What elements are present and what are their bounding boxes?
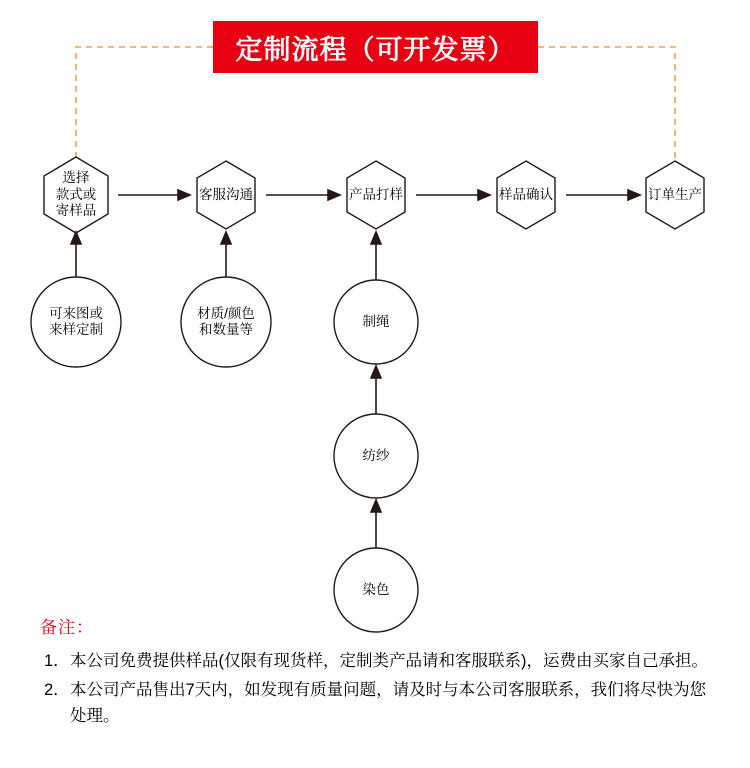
- arrow-circle1-hex1: [71, 232, 81, 277]
- note-number-1: 1．: [44, 652, 70, 670]
- hexagon-label-5: 订单生产: [648, 186, 702, 202]
- page-title: 定制流程（可开发票）: [213, 21, 538, 73]
- arrow-circle4-circle3: [371, 366, 381, 414]
- arrow-hex4-hex5: [566, 190, 640, 200]
- hexagon-2: [197, 161, 255, 229]
- note-number-2: 2．: [44, 680, 70, 699]
- arrow-hex2-hex3: [266, 190, 340, 200]
- note-text-1: 本公司免费提供样品(仅限有现货样，定制类产品请和客服联系)，运费由买家自己承担。: [70, 652, 708, 670]
- note-item-2: [40, 677, 720, 730]
- hexagon-4: [497, 161, 555, 229]
- circle-label-1: 可来图或 来样定制: [49, 305, 103, 337]
- circle-label-5: 染色: [362, 581, 390, 597]
- arrow-circle2-hex2: [221, 232, 231, 277]
- hexagon-label-2: 客服沟通: [199, 186, 253, 202]
- note-text-2: 本公司产品售出7天内，如发现有质量问题，请及时与本公司客服联系，我们将尽快为您处理。: [70, 680, 707, 726]
- circle-label-4: 纺纱: [362, 447, 390, 463]
- circle-label-3: 制绳: [362, 313, 390, 329]
- notes-section: [40, 613, 720, 732]
- hexagon-label-4: 样品确认: [499, 186, 553, 202]
- notes-heading: 备注：: [40, 618, 94, 637]
- hexagon-5: [646, 161, 704, 229]
- hexagon-3: [347, 161, 405, 229]
- circle-label-2: 材质/颜色 和数量等: [197, 305, 255, 337]
- hexagon-1: [44, 157, 108, 233]
- hexagon-label-3: 产品打样: [349, 186, 403, 202]
- arrow-circle5-circle4: [371, 500, 381, 548]
- circle-4: [334, 414, 418, 498]
- arrow-hex1-hex2: [118, 190, 190, 200]
- note-item-1: [40, 648, 720, 675]
- arrow-circle3-hex3: [371, 232, 381, 280]
- arrow-hex3-hex4: [416, 190, 490, 200]
- hexagon-label-1: 选择 款式或 寄样品: [55, 170, 97, 219]
- circle-2: [181, 277, 271, 367]
- circle-shapes: [31, 277, 418, 632]
- circle-3: [334, 280, 418, 364]
- circle-1: [31, 277, 121, 367]
